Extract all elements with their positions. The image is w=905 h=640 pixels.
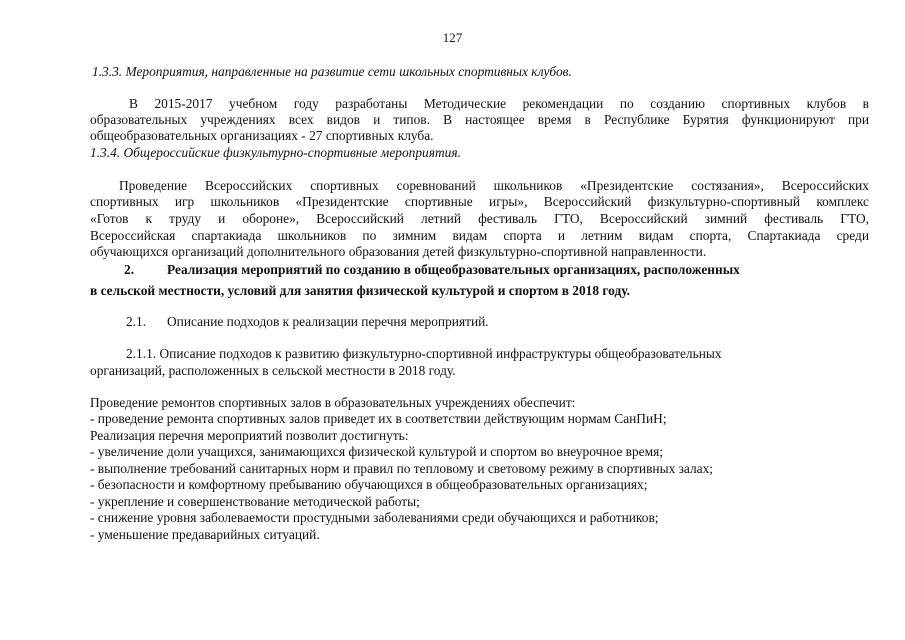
section-1-3-4-heading: 1.3.4. Общероссийские физкультурно-спортивные мероприятия. — [90, 145, 461, 160]
section-2-title: Реализация мероприятий по созданию в общеобразовательных организациях, расположенных — [167, 262, 740, 277]
list-item: - уменьшение предаварийных ситуаций. — [90, 527, 320, 542]
section-2-1-number: 2.1. — [126, 314, 147, 329]
list-item: - выполнение требований санитарных норм и правил по тепловому и световому режиму в спортивных залах; — [90, 461, 714, 476]
body-text-line: Реализация перечня мероприятий позволит достигнуть: — [90, 428, 409, 443]
list-item: - укрепление и совершенствование методической работы; — [90, 494, 420, 509]
section-1-3-4-paragraph-line: «Готов к труду и обороне», Всероссийский летний фестиваль ГТО, Всероссийский зимний фестиваль ГТО, — [90, 211, 869, 226]
section-2-1-1-heading: организаций, расположенных в сельской местности в 2018 году. — [90, 363, 456, 378]
page-number: 127 — [442, 30, 463, 45]
list-item: - увеличение доли учащихся, занимающихся физической культурой и спортом во внеурочное время; — [90, 444, 663, 459]
section-2-1-title: Описание подходов к реализации перечня мероприятий. — [167, 314, 489, 329]
body-text-line: Проведение ремонтов спортивных залов в образовательных учреждениях обеспечит: — [90, 395, 576, 410]
section-1-3-4-paragraph-line: Всероссийская спартакиада школьников по зимним видам спорта и летним видам спорта, Спартакиада среди — [90, 228, 869, 243]
section-2-1-1-heading: 2.1.1. Описание подходов к развитию физкультурно-спортивной инфраструктуры общеобразовательных — [126, 346, 722, 361]
section-1-3-4-paragraph-line: Проведение Всероссийских спортивных соревнований школьников «Президентские состязания», Всероссийских — [119, 178, 869, 193]
section-1-3-3-paragraph-line: В 2015-2017 учебном году разработаны Методические рекомендации по созданию спортивных клубов в — [129, 96, 869, 111]
section-1-3-3-heading: 1.3.3. Мероприятия, направленные на развитие сети школьных спортивных клубов. — [92, 64, 572, 79]
list-item: - снижение уровня заболеваемости простудными заболеваниями среди обучающихся и работников; — [90, 510, 659, 525]
section-1-3-4-paragraph-line: обучающихся организаций дополнительного образования детей физкультурно-спортивной направленности. — [90, 244, 707, 259]
section-1-3-4-paragraph-line: спортивных игр школьников «Президентские спортивные игры», Всероссийский физкультурно-спортивный комплекс — [90, 194, 869, 209]
section-2-number: 2. — [124, 262, 135, 277]
list-item: - проведение ремонта спортивных залов приведет их в соответствии действующим нормам СанПиН; — [90, 411, 667, 426]
section-1-3-3-paragraph-line: общеобразовательных организациях - 27 спортивных клуба. — [90, 128, 434, 143]
section-1-3-3-paragraph-line: образовательных учреждениях всех видов и типов. В настоящее время в Республике Бурятия функционируют при — [90, 112, 869, 127]
list-item: - безопасности и комфортному пребыванию обучающихся в общеобразовательных организациях; — [90, 477, 648, 492]
section-2-title: в сельской местности, условий для занятия физической культурой и спортом в 2018 году. — [90, 283, 630, 298]
